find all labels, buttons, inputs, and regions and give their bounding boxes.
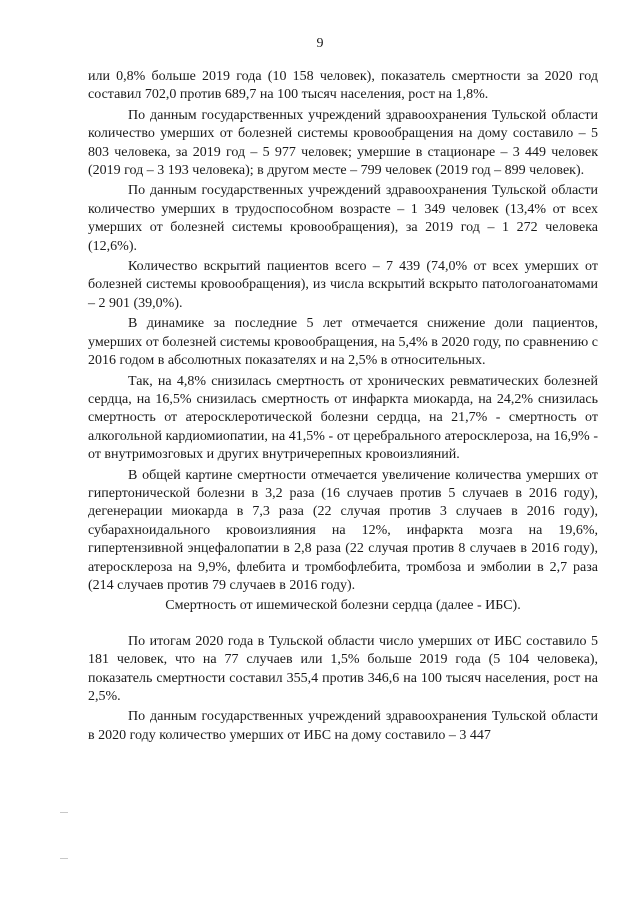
page-number: 9 xyxy=(316,36,324,51)
paragraph-mortality-rate: или 0,8% больше 2019 года (10 158 человек), показатель смертности за 2020 год составил 702,0 против 689,7 на 100 тысяч населения, рост на 1,8%. xyxy=(88,69,598,103)
paragraph-ihd-totals: По итогам 2020 года в Тульской области число умерших от ИБС составило 5 181 человек, что на 77 случаев или 1,5% больше 2019 года (5 104 человека), показатель смертности составил 355,4 против 346,6 на 100 тысяч населения, рост на 2,5%. xyxy=(88,633,598,704)
section-heading-ihd: Смертность от ишемической болезни сердца (далее - ИБС). xyxy=(165,598,521,614)
paragraph-ihd-at-home: По данным государственных учреждений здравоохранения Тульской области в 2020 году количество умерших от ИБС на дому составило – 3 447 xyxy=(88,709,598,743)
margin-scan-mark xyxy=(60,858,68,859)
paragraph-increases: В общей картине смертности отмечается увеличение количества умерших от гипертонической болезни в 3,2 раза (16 случаев против 5 случаев в 2016 году), дегенерации миокарда в 7,3 раза (22 случая против 3 случаев в 2016 году), субарахноидального кровоизлияния на 12%, инфаркта мозга на 19,6%, гипертензивной энцефалопатии в 2,8 раза (22 случая против 8 случаев в 2016 году), атеросклероза на 9,9%, флебита и тромбофлебита, тромбоза и эмболии в 2,7 раза (214 случаев против 79 случаев в 2016 году). xyxy=(88,467,598,593)
paragraph-five-year-dynamics: В динамике за последние 5 лет отмечается снижение доли пациентов, умерших от болезней системы кровообращения, на 5,4% в 2020 году, по сравнению с 2016 годом в абсолютных показателях и на 2,5% в относительных. xyxy=(88,316,598,369)
paragraph-decreases: Так, на 4,8% снизилась смертность от хронических ревматических болезней сердца, на 16,5% снизилась смертность от инфаркта миокарда, на 24,2% снизилась смертность от атеросклеротической болезни сердца, на 21,7% - смертность от алкогольной кардиомиопатии, на 41,5% - от церебрального атеросклероза, на 16,9% - от внутримозговых и других внутричерепных кровоизлияний. xyxy=(88,373,598,463)
body-text xyxy=(88,68,598,745)
margin-scan-mark xyxy=(60,812,68,813)
paragraph-working-age: По данным государственных учреждений здравоохранения Тульской области количество умерших в трудоспособном возрасте – 1 349 человек (13,4% от всех умерших от болезней системы кровообращения), за 2019 год – 1 272 человека (12,6%). xyxy=(88,183,598,254)
paragraph-autopsies: Количество вскрытий пациентов всего – 7 439 (74,0% от всех умерших от болезней системы кровообращения), из числа вскрытий вскрыто патологоанатомами – 2 901 (39,0%). xyxy=(88,259,598,311)
paragraph-place-of-death: По данным государственных учреждений здравоохранения Тульской области количество умерших от болезней системы кровообращения на дому составило – 5 803 человека, за 2019 год – 5 977 человек; умершие в стационаре – 3 449 человек (2019 год – 3 193 человека); в другом месте – 799 человек (2019 год – 899 человек). xyxy=(88,107,598,179)
